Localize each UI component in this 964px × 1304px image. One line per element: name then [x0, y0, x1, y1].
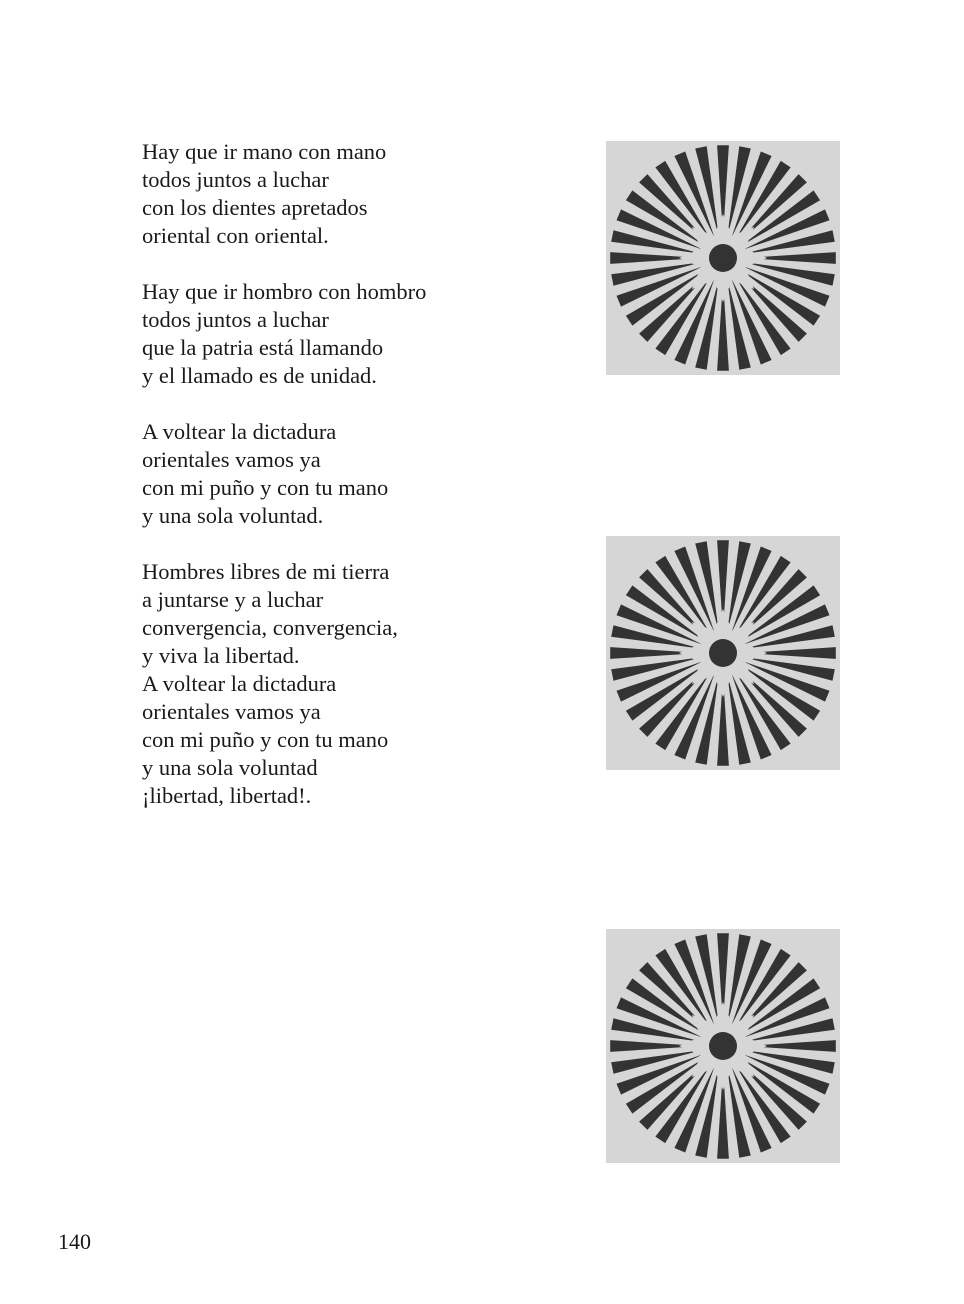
poem-line: a juntarse y a luchar: [142, 587, 324, 612]
stanza-1: [142, 138, 562, 250]
poem-line: con mi puño y con tu mano: [142, 727, 389, 752]
poem-line: con mi puño y con tu mano: [142, 475, 389, 500]
stanza-4: [142, 558, 562, 810]
starburst-emblem-icon: [606, 929, 840, 1163]
poem-line: todos juntos a luchar: [142, 307, 329, 332]
poem-line: todos juntos a luchar: [142, 167, 329, 192]
poem-line: oriental con oriental.: [142, 223, 329, 248]
poem-line: ¡libertad, libertad!.: [142, 783, 312, 808]
poem-line: Hombres libres de mi tierra: [142, 559, 390, 584]
starburst-emblem-icon: [606, 536, 840, 770]
poem-line: y una sola voluntad: [142, 755, 318, 780]
poem-line: orientales vamos ya: [142, 699, 321, 724]
poem-line: y el llamado es de unidad.: [142, 363, 377, 388]
page-number: 140: [58, 1229, 91, 1254]
poem-line: orientales vamos ya: [142, 447, 321, 472]
poem-line: Hay que ir mano con mano: [142, 139, 387, 164]
poem-line: A voltear la dictadura: [142, 419, 337, 444]
poem-line: con los dientes apretados: [142, 195, 368, 220]
starburst-emblem-icon: [606, 141, 840, 375]
poem-text: [142, 138, 562, 838]
poem-line: A voltear la dictadura: [142, 671, 337, 696]
poem-line: convergencia, convergencia,: [142, 615, 398, 640]
poem-line: y viva la libertad.: [142, 643, 300, 668]
stanza-2: [142, 278, 562, 390]
poem-line: Hay que ir hombro con hombro: [142, 279, 427, 304]
stanza-3: [142, 418, 562, 530]
poem-line: y una sola voluntad.: [142, 503, 324, 528]
poem-line: que la patria está llamando: [142, 335, 384, 360]
